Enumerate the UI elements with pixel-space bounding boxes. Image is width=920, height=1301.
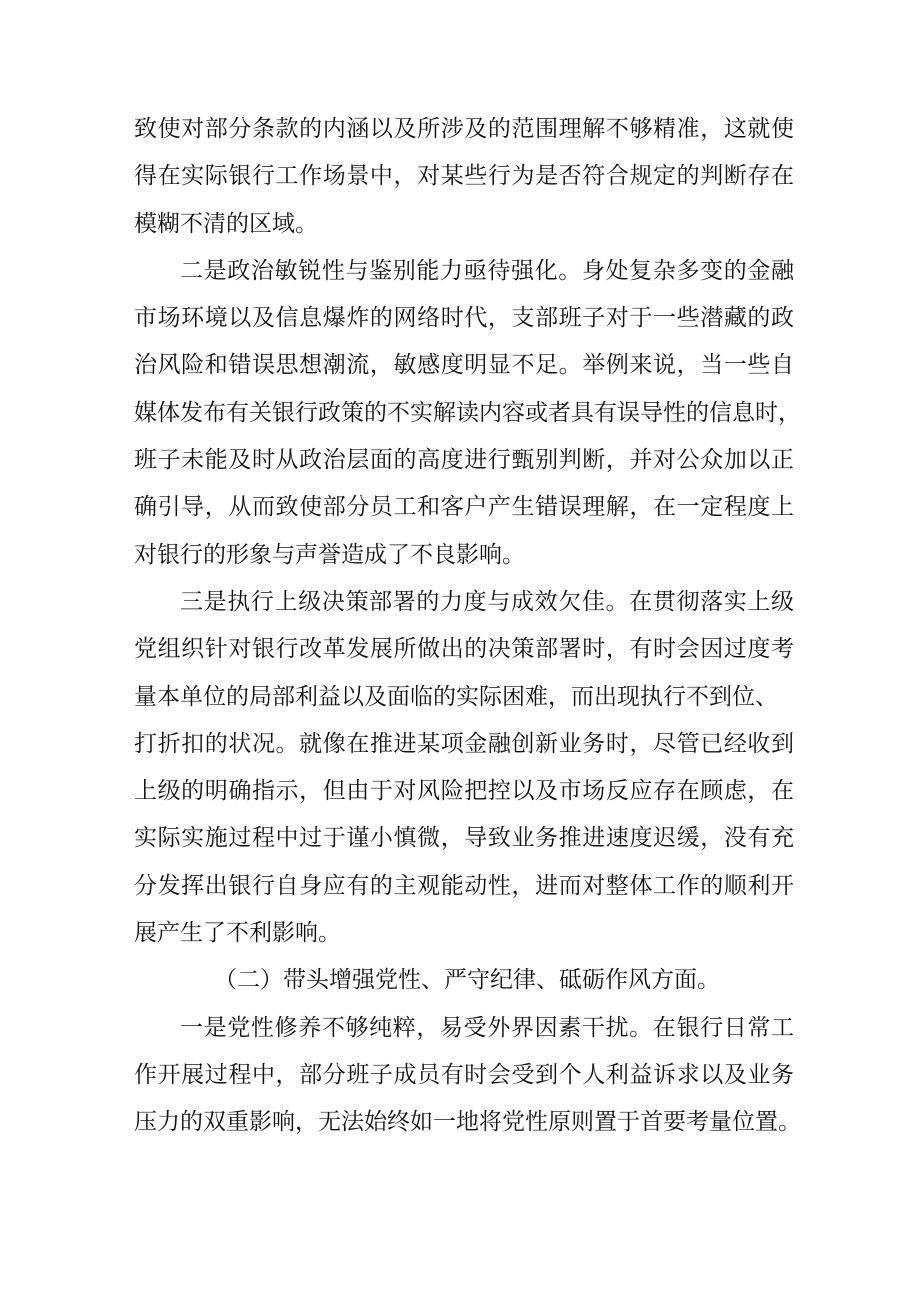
body-line: 打折扣的状况。就像在推进某项金融创新业务时，尽管已经收到 <box>134 730 794 757</box>
body-line: 对银行的形象与声誉造成了不良影响。 <box>134 541 525 568</box>
body-line: 分发挥出银行自身应有的主观能动性，进而对整体工作的顺利开 <box>134 872 794 899</box>
body-line: 确引导，从而致使部分员工和客户产生错误理解，在一定程度上 <box>134 494 794 521</box>
body-line: 得在实际银行工作场景中，对某些行为是否符合规定的判断存在 <box>134 163 794 190</box>
paragraph-first-line: 二是政治敏锐性与鉴别能力亟待强化。身处复杂多变的金融 <box>180 257 794 284</box>
paragraph-first-line: 一是党性修养不够纯粹，易受外界因素干扰。在银行日常工 <box>180 1014 794 1041</box>
paragraph-first-line: 三是执行上级决策部署的力度与成效欠佳。在贯彻落实上级 <box>180 588 794 615</box>
body-line: 班子未能及时从政治层面的高度进行甄别判断，并对公众加以正 <box>134 447 794 474</box>
body-line: 致使对部分条款的内涵以及所涉及的范围理解不够精准，这就使 <box>134 116 794 142</box>
body-line: 治风险和错误思想潮流，敏感度明显不足。举例来说，当一些自 <box>134 352 794 379</box>
section-heading: （二）带头增强党性、严守纪律、砥砺作风方面。 <box>214 967 720 994</box>
document-body <box>134 106 801 1147</box>
body-line: 模糊不清的区域。 <box>134 210 318 237</box>
body-line: 压力的双重影响，无法始终如一地将党性原则置于首要考量位置。 <box>134 1109 801 1136</box>
body-line: 作开展过程中，部分班子成员有时会受到个人利益诉求以及业务 <box>134 1061 794 1088</box>
body-line: 媒体发布有关银行政策的不实解读内容或者具有误导性的信息时， <box>134 399 801 426</box>
body-line: 量本单位的局部利益以及面临的实际困难，而出现执行不到位、 <box>134 683 778 710</box>
body-line: 市场环境以及信息爆炸的网络时代，支部班子对于一些潜藏的政 <box>134 305 794 332</box>
body-line: 上级的明确指示，但由于对风险把控以及市场反应存在顾虑，在 <box>134 778 794 805</box>
body-line: 实际实施过程中过于谨小慎微，导致业务推进速度迟缓，没有充 <box>134 825 794 852</box>
body-line: 党组织针对银行改革发展所做出的决策部署时，有时会因过度考 <box>134 636 794 663</box>
body-line: 展产生了不利影响。 <box>134 920 341 947</box>
